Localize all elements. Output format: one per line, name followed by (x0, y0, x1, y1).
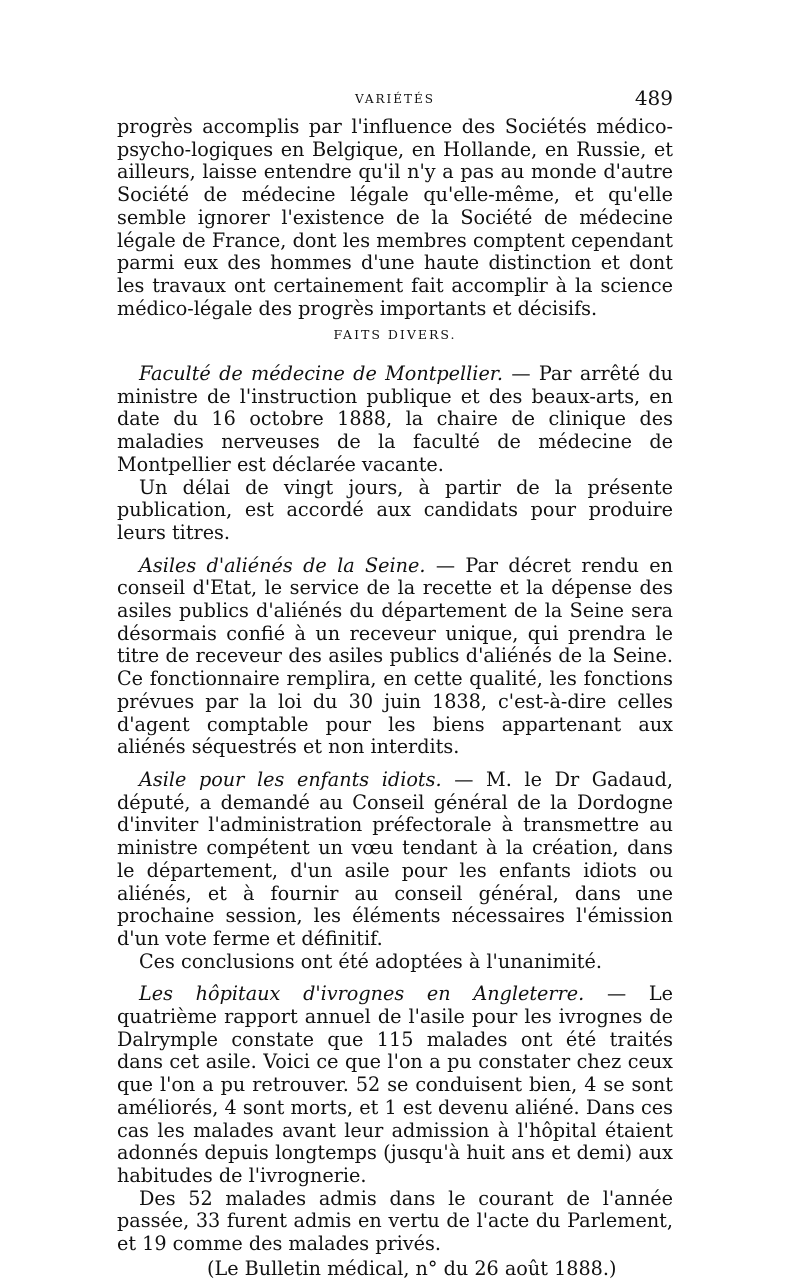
page-number: 489 (634, 86, 673, 110)
book-page (117, 86, 674, 1280)
news-item-montpellier: Faculté de médecine de Montpellier. — Par arrêté du ministre de l'instruction publique et des beaux-arts, en date du 16 octobre 1888, la chaire de clinique des maladies nerveuses de la faculté de médecine de Montpellier est déclarée vacante. (117, 362, 674, 476)
intro-paragraph: progrès accomplis par l'influence des Sociétés médico-psycho-logiques en Belgique, en Hollande, en Russie, et ailleurs, laisse entendre qu'il n'y a pas au monde d'autre Société de médecine légale qu'elle-même, et qu'elle semble ignorer l'existence de la Société de médecine légale de France, dont les membres comptent cependant parmi eux des hommes d'une haute distinction et dont les travaux ont certainement fait accomplir à la science médico-légale des progrès importants et décisifs. (117, 115, 673, 320)
news-item-enfants-idiots: Asile pour les enfants idiots. — M. le Dr Gadaud, député, a demandé au Conseil général de la Dordogne d'inviter l'administration préfectorale à transmettre au ministre compétent un vœu tendant à la création, dans le département, d'un asile pour les enfants idiots ou aliénés, et à fournir au conseil général, dans une prochaine session, les éléments nécessaires l'émission d'un vote ferme et définitif. (117, 767, 673, 950)
item-paragraph: Ces conclusions ont été adoptées à l'unanimité. (139, 949, 602, 973)
item-paragraph: Des 52 malades admis dans le courant de l'année passée, 33 furent admis en vertu de l'acte du Parlement, et 19 comme des malades privés. (117, 1186, 673, 1256)
citation: (Le Bulletin médical, n° du 26 août 1888.) (207, 1256, 617, 1280)
item-title: Asiles d'aliénés de la Seine. (139, 553, 426, 577)
news-item-asiles-seine: Asiles d'aliénés de la Seine. — Par décret rendu en conseil d'Etat, le service de la recette et la dépense des asiles publics d'aliénés du département de la Seine sera désormais confié à un receveur unique, qui prendra le titre de receveur des asiles publics d'aliénés de la Seine. Ce fonctionnaire remplira, en cette qualité, les fonctions prévues par la loi du 30 juin 1838, c'est-à-dire celles d'agent comptable pour les biens appartenant aux aliénés séquestrés et non interdits. (117, 553, 674, 759)
body-text (117, 116, 673, 1280)
item-paragraph: M. le Dr Gadaud, député, a demandé au Conseil général de la Dordogne d'inviter l'administration préfectorale à transmettre au ministre compétent un vœu tendant à la création, dans le département, d'un asile pour les enfants idiots ou aliénés, et à fournir au conseil général, dans une prochaine session, les éléments nécessaires l'émission d'un vote ferme et définitif. (117, 767, 673, 950)
running-head (117, 86, 673, 110)
item-paragraph: Un délai de vingt jours, à partir de la présente publication, est accordé aux candidats pour produire leurs titres. (117, 475, 673, 544)
news-item-hopitaux-ivrognes: Les hôpitaux d'ivrognes en Angleterre. — Le quatrième rapport annuel de l'asile pour les ivrognes de Dalrymple constate que 115 malades ont été traités dans cet asile. Voici ce que l'on a pu constater chez ceux que l'on a pu retrouver. 52 se conduisent bien, 4 se sont améliorés, 4 sont morts, et 1 est devenu aliéné. Dans ces cas les malades avant leur admission à l'hôpital étaient adonnés depuis longtemps (jusqu'à huit ans et demi) aux habitudes de l'ivrognerie. (117, 982, 674, 1187)
section-title: FAITS DIVERS. (333, 327, 457, 343)
item-paragraph: Par décret rendu en conseil d'Etat, le service de la recette et la dépense des asiles publics d'aliénés du département de la Seine sera désormais confié à un receveur unique, qui prendra le titre de receveur des asiles publics d'aliénés de la Seine. Ce fonctionnaire remplira, en cette qualité, les fonctions prévues par la loi du 30 juin 1838, c'est-à-dire celles d'agent comptable pour les biens appartenant aux aliénés séquestrés et non interdits. (117, 553, 674, 759)
item-title: Les hôpitaux d'ivrognes en Angleterre. (139, 982, 585, 1006)
running-title: VARIÉTÉS (354, 92, 436, 106)
item-title: Asile pour les enfants idiots. (139, 767, 442, 791)
item-paragraph: Le quatrième rapport annuel de l'asile pour les ivrognes de Dalrymple constate que 115 malades ont été traités dans cet asile. Voici ce que l'on a pu constater chez ceux que l'on a pu retrouver. 52 se conduisent bien, 4 se sont améliorés, 4 sont morts, et 1 est devenu aliéné. Dans ces cas les malades avant leur admission à l'hôpital étaient adonnés depuis longtemps (jusqu'à huit ans et demi) aux habitudes de l'ivrognerie. (117, 982, 674, 1187)
item-paragraph: Par arrêté du ministre de l'instruction publique et des beaux-arts, en date du 16 octobre 1888, la chaire de clinique des maladies nerveuses de la faculté de médecine de Montpellier est déclarée vacante. (117, 362, 674, 476)
item-title: Faculté de médecine de Montpellier. (139, 362, 503, 386)
